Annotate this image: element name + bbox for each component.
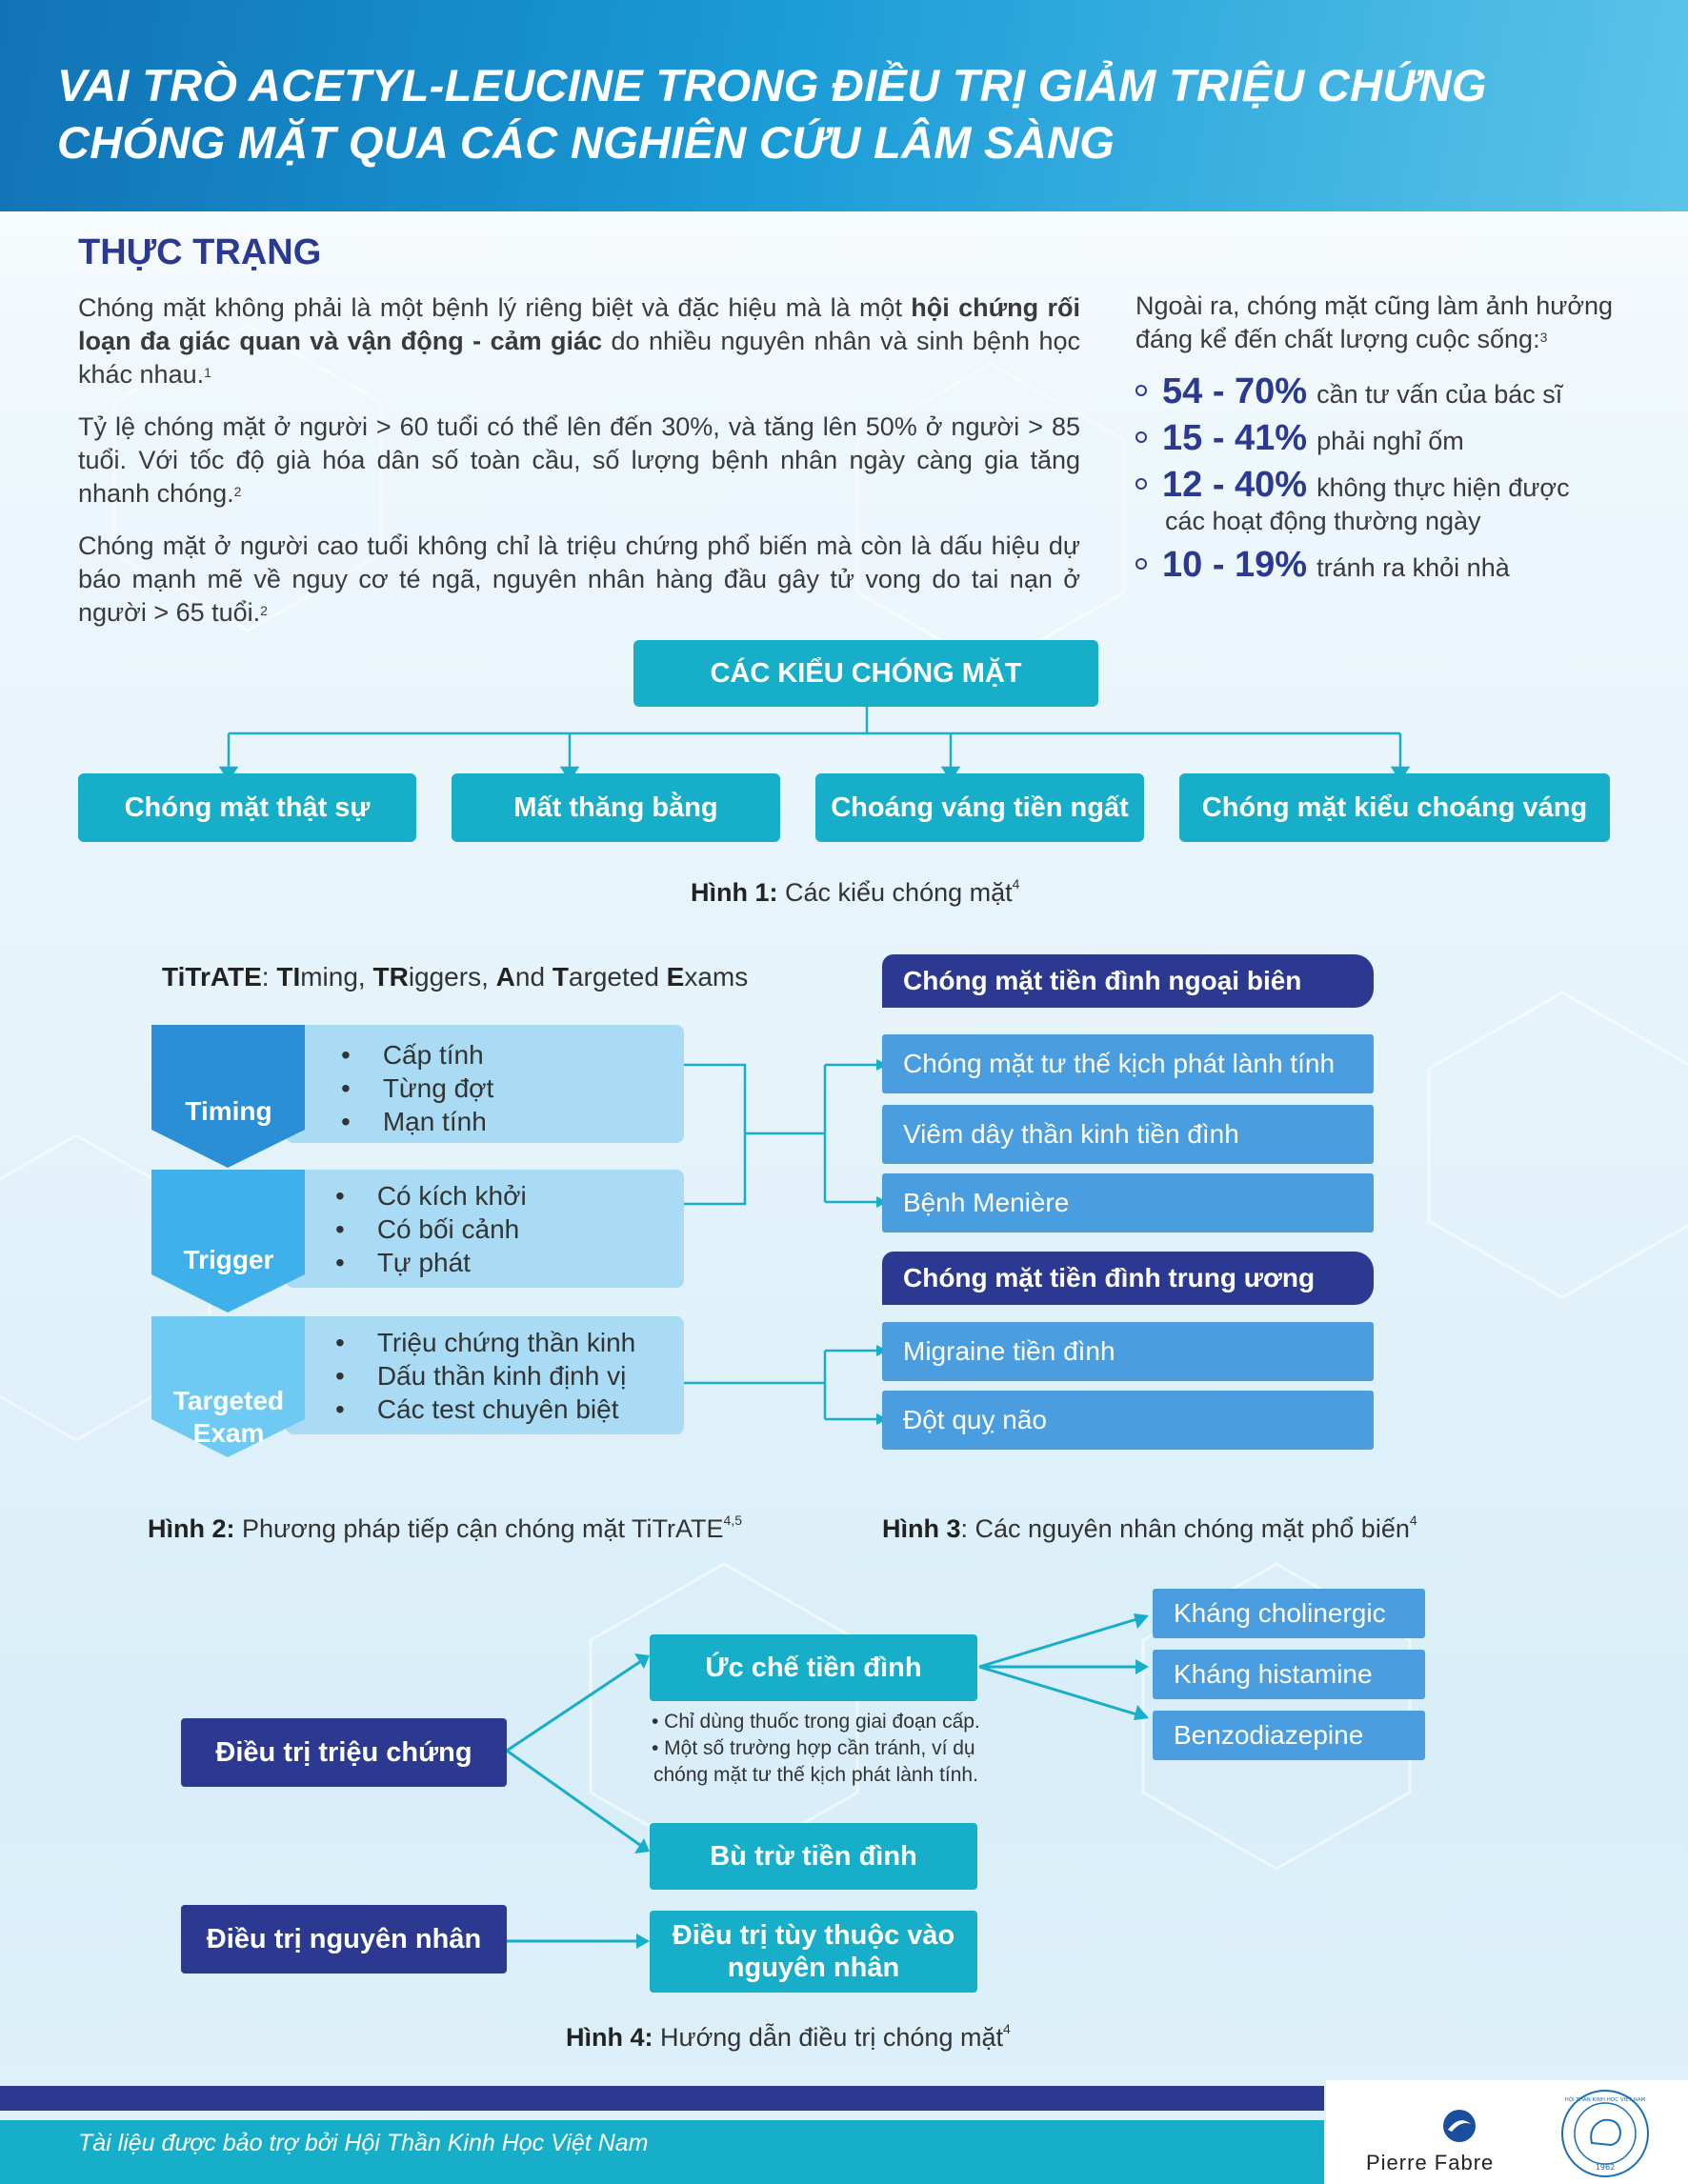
circle-bullet-icon: [1135, 431, 1147, 443]
vestibular-suppression-box: Ức chế tiền đình: [650, 1634, 977, 1701]
paragraph-3: Chóng mặt ở người cao tuổi không chỉ là triệu chứng phổ biến mà còn là dấu hiệu dự báo mạnh mẽ về nguy cơ té ngã, nguyên nhân hàng đầu gây tử vong do tai nạn ở người > 65 tuổi.$^2$: [78, 531, 1080, 627]
list-item: • Có kích khởi: [335, 1179, 527, 1212]
dizziness-type-box: Chóng mặt thật sự: [78, 773, 416, 842]
fig2-fig3-connectors: [667, 1048, 895, 1429]
list-item: • Từng đợt: [341, 1072, 493, 1105]
causal-treatment-box: Điều trị nguyên nhân: [181, 1905, 507, 1974]
cause-item: Migraine tiền đình: [882, 1322, 1374, 1381]
figure-3-caption: Hình 3: Các nguyên nhân chóng mặt phổ biến$^4$: [882, 1513, 1417, 1543]
list-item: • Dấu thần kinh định vị: [335, 1359, 635, 1393]
stat-item: 15 - 41% phải nghỉ ốm: [1135, 418, 1464, 459]
circle-bullet-icon: [1135, 558, 1147, 570]
cause-item: Viêm dây thần kinh tiền đình: [882, 1105, 1374, 1164]
step-exam-label: Targeted Exam: [172, 1386, 285, 1448]
footer-sponsor-text: Tài liệu được bảo trợ bởi Hội Thần Kinh Học Việt Nam: [78, 2130, 649, 2156]
drug-class-box: Kháng histamine: [1153, 1650, 1425, 1699]
cause-item: Đột quỵ não: [882, 1391, 1374, 1450]
step-trigger-label: Trigger: [183, 1245, 274, 1274]
dizziness-type-box: Chóng mặt kiểu choáng váng: [1179, 773, 1610, 842]
dizziness-type-box: Choáng váng tiền ngất: [815, 773, 1144, 842]
stat-item-continuation: các hoạt động thường ngày: [1165, 507, 1481, 535]
list-item: • Tự phát: [335, 1246, 527, 1279]
quality-of-life-intro: Ngoài ra, chóng mặt cũng làm ảnh hưởng đáng kể đến chất lượng cuộc sống:$^3$: [1135, 291, 1614, 353]
paragraph-2: Tỷ lệ chóng mặt ở người > 60 tuổi có thể lên đến 30%, và tăng lên 50% ở người > 85 tuổi. Với tốc độ già hóa dân số toàn cầu, số lượng bệnh nhân ngày càng gia tăng nhanh chóng.$^2$: [78, 412, 1080, 508]
circle-bullet-icon: [1135, 478, 1147, 490]
drug-class-box: Kháng cholinergic: [1153, 1589, 1425, 1638]
suppression-notes: • Chỉ dùng thuốc trong giai đoạn cấp. • Một số trường hợp cần tránh, ví dụ chóng mặt tư thế kịch phát lành tính.: [652, 1711, 980, 1786]
stat-item: 12 - 40% không thực hiện được: [1135, 465, 1570, 506]
title-line-2: CHÓNG MẶT QUA CÁC NGHIÊN CỨU LÂM SÀNG: [57, 117, 1115, 168]
stat-item: 10 - 19% tránh ra khỏi nhà: [1135, 545, 1510, 586]
footer-bar-top: [0, 2086, 1324, 2111]
figure-1-caption: Hình 1: Các kiểu chóng mặt$^4$: [691, 876, 1020, 907]
pierre-fabre-logo-icon: [1440, 2107, 1478, 2145]
list-item: • Các test chuyên biệt: [335, 1393, 635, 1426]
list-item: • Cấp tính: [341, 1038, 493, 1072]
circle-bullet-icon: [1135, 385, 1147, 396]
list-item: • Mạn tính: [341, 1105, 493, 1138]
logo-area: [1326, 2080, 1688, 2184]
list-item: • Có bối cảnh: [335, 1212, 527, 1246]
neurology-society-seal-icon: [1559, 2088, 1651, 2179]
figure-2-caption: Hình 2: Phương pháp tiếp cận chóng mặt TiTrATE$^{4,5}$: [148, 1513, 743, 1543]
header-banner: [0, 0, 1688, 211]
list-item: • Triệu chứng thần kinh: [335, 1326, 635, 1359]
timing-list: [341, 1038, 493, 1138]
exam-list: [335, 1326, 635, 1426]
section-title: THỰC TRẠNG: [78, 232, 322, 272]
drug-class-box: Benzodiazepine: [1153, 1711, 1425, 1760]
seal-year: 1962: [1595, 2163, 1616, 2172]
dizziness-types-root: CÁC KIỂU CHÓNG MẶT: [633, 640, 1098, 707]
fig1-connectors: [0, 705, 1688, 781]
seal-text: HỘI THẦN KINH HỌC VIỆT NAM: [1564, 2097, 1646, 2103]
dizziness-type-box: Mất thăng bằng: [452, 773, 780, 842]
vestibular-compensation-box: Bù trừ tiền đình: [650, 1823, 977, 1890]
central-group-title: Chóng mặt tiền đình trung ương: [882, 1252, 1374, 1305]
figure-4-caption: Hình 4: Hướng dẫn điều trị chóng mặt$^4$: [566, 2021, 1011, 2052]
cause-based-treatment-box: Điều trị tùy thuộc vào nguyên nhân: [650, 1911, 977, 1993]
pierre-fabre-brand: Pierre Fabre: [1366, 2151, 1495, 2174]
symptomatic-treatment-box: Điều trị triệu chứng: [181, 1718, 507, 1787]
cause-item: Bệnh Menière: [882, 1173, 1374, 1232]
peripheral-group-title: Chóng mặt tiền đình ngoại biên: [882, 954, 1374, 1008]
stat-item: 54 - 70% cần tư vấn của bác sĩ: [1135, 371, 1562, 412]
title-line-1: VAI TRÒ ACETYL-LEUCINE TRONG ĐIỀU TRỊ GIẢM TRIỆU CHỨNG: [57, 60, 1487, 110]
cause-item: Chóng mặt tư thế kịch phát lành tính: [882, 1034, 1374, 1093]
paragraph-1: Chóng mặt không phải là một bệnh lý riêng biệt và đặc hiệu mà là một hội chứng rối loạn đa giác quan và vận động - cảm giác do nhiều nguyên nhân và sinh bệnh học khác nhau.$^1$: [78, 293, 1080, 389]
trigger-list: [335, 1179, 527, 1279]
step-timing-label: Timing: [185, 1096, 272, 1126]
titrate-title: TiTrATE: TIming, TRiggers, And Targeted Exams: [162, 962, 749, 992]
